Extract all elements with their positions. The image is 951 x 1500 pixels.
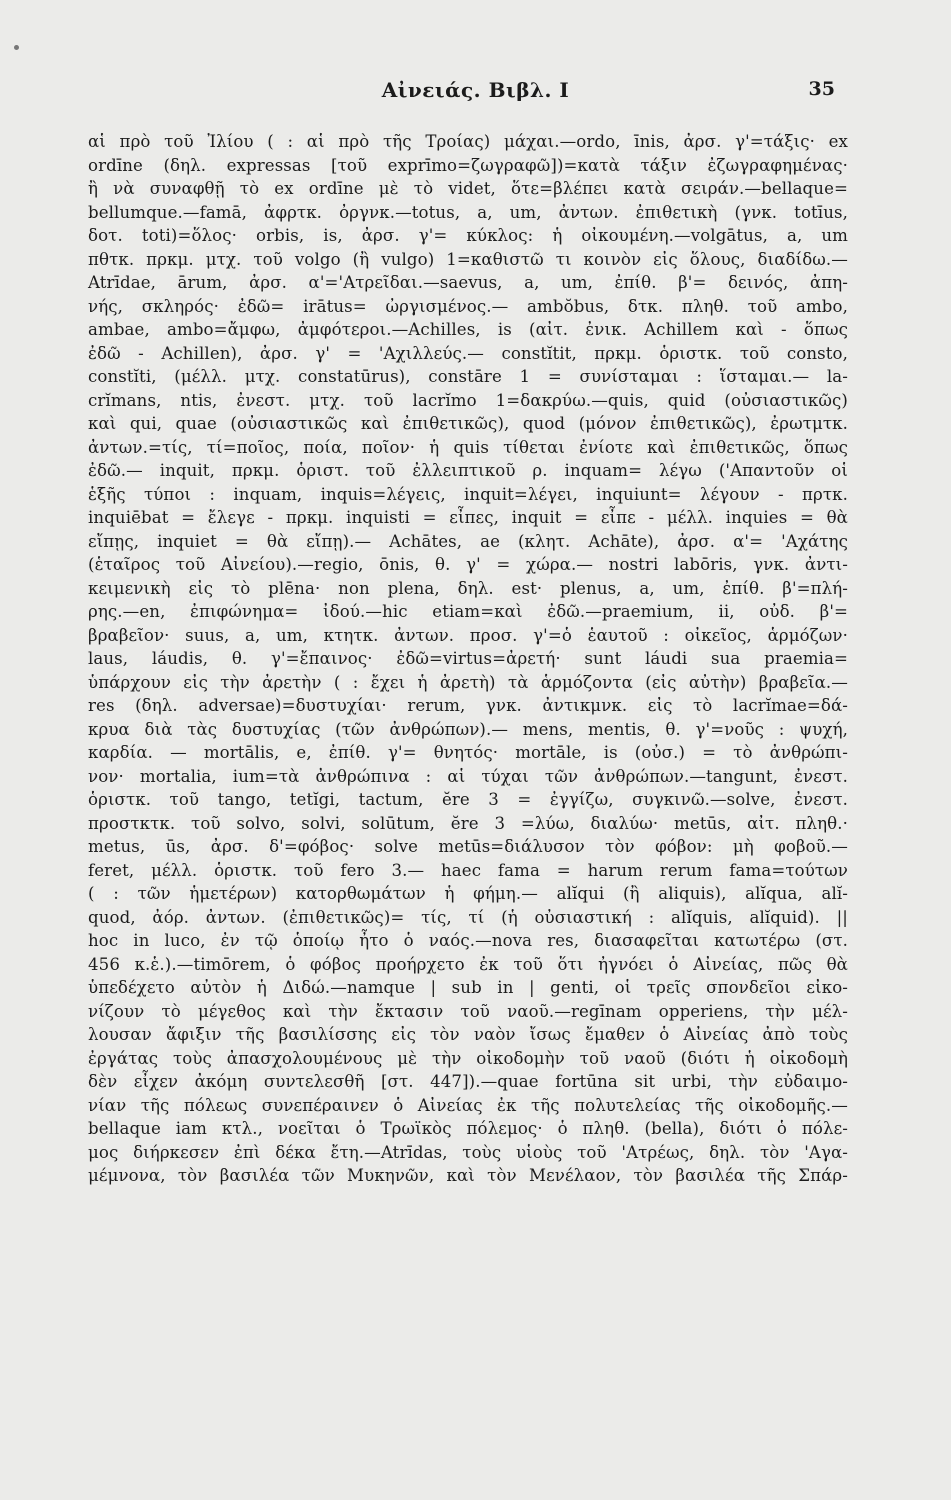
text-line: ὁριστκ. τοῦ tango, tetĭgi, tactum, ĕre 3 = ἐγγίζω, συγκινῶ.—solve, ἐνεστ. xyxy=(88,790,848,809)
text-line: νίαν τῆς πόλεως συνεπέραινεν ὁ Αἰνείας ἐκ τῆς πολυτελείας τῆς οἰκοδομῆς.— xyxy=(88,1095,848,1115)
text-line: crĭmans, ntis, ἐνεστ. μτχ. τοῦ lacrĭmo 1=δακρύω.—quis, quid (οὐσιαστικῶς) xyxy=(88,390,848,410)
text-line: inquiēbat = ἔλεγε - πρκμ. inquisti = εἶπες, inquit = εἶπε - μέλλ. inquies = θὰ xyxy=(88,508,848,527)
text-line: quod, ἀόρ. ἀντων. (ἐπιθετικῶς)= τίς, τί (ἡ οὐσιαστική : alĭquis, alĭquid). || xyxy=(88,907,848,927)
commentary-body xyxy=(88,130,848,1188)
text-line: εἴπῃς, inquiet = θὰ εἴπῃ).— Achātes, ae (κλητ. Achāte), ἀρσ. α'= 'Αχάτης xyxy=(88,531,848,551)
text-line: bellaque iam κτλ., νοεῖται ὁ Τρωϊκὸς πόλεμος· ὁ πληθ. (bella), διότι ὁ πόλε- xyxy=(88,1119,848,1138)
margin-dot xyxy=(14,45,19,50)
text-line: ἢ νὰ συναφθῇ τὸ ex ordīne μὲ τὸ videt, ὅτε=βλέπει κατὰ σειράν.—bellaque= xyxy=(88,179,848,198)
text-line: ( : τῶν ἡμετέρων) κατορθωμάτων ἡ φήμη.— alĭqui (ἢ aliquis), alĭqua, alĭ- xyxy=(88,884,848,903)
text-line: res (δηλ. adversae)=δυστυχίαι· rerum, γνκ. ἀντικμνκ. εἰς τὸ lacrĭmae=δά- xyxy=(88,696,848,715)
text-line: laus, láudis, θ. γ'=ἔπαινος· ἐδῶ=virtus=ἀρετή· sunt láudi sua praemia= xyxy=(88,649,848,668)
text-line: ἑξῆς τύποι : inquam, inquis=λέγεις, inquit=λέγει, inquiunt= λέγουν - πρτκ. xyxy=(88,484,848,504)
text-line: νον· mortalia, ium=τὰ ἀνθρώπινα : αἱ τύχαι τῶν ἀνθρώπων.—tangunt, ἐνεστ. xyxy=(88,766,848,786)
text-line: ambae, ambo=ἄμφω, ἀμφότεροι.—Achilles, is (αἰτ. ἐνικ. Achillem καὶ - ὅπως xyxy=(88,320,848,339)
text-line: νίζουν τὸ μέγεθος καὶ τὴν ἔκτασιν τοῦ ναοῦ.—regīnam opperiens, τὴν μέλ- xyxy=(88,1001,848,1021)
text-line: βραβεῖον· suus, a, um, κτητκ. ἀντων. προσ. γ'=ὁ ἑαυτοῦ : οἰκεῖος, ἁρμόζων· xyxy=(88,625,848,645)
running-head: Αἰνειάς. Βιβλ. Ι xyxy=(381,78,570,102)
text-line: πθτκ. πρκμ. μτχ. τοῦ volgo (ἢ vulgo) 1=καθιστῶ τι κοινὸν εἰς ὅλους, διαδίδω.— xyxy=(88,249,848,269)
text-line: κειμενικὴ εἰς τὸ plēna· non plena, δηλ. est· plenus, a, um, ἐπίθ. β'=πλή- xyxy=(88,578,848,598)
text-line: metus, ūs, ἀρσ. δ'=φόβος· solve metūs=διάλυσον τὸν φόβον: μὴ φοβοῦ.— xyxy=(88,837,848,856)
text-line: μέμνονα, τὸν βασιλέα τῶν Μυκηνῶν, καὶ τὸν Μενέλαον, τὸν βασιλέα τῆς Σπάρ- xyxy=(88,1166,848,1185)
text-line: ρης.—en, ἐπιφώνημα= ἰδού.—hic etiam=καὶ ἐδῶ.—praemium, ii, οὐδ. β'= xyxy=(88,602,848,621)
text-line: δὲν εἶχεν ἀκόμη συντελεσθῆ [στ. 447]).—quae fortūna sit urbi, τὴν εὐδαιμο- xyxy=(88,1072,848,1091)
text-line: feret, μέλλ. ὁριστκ. τοῦ fero 3.— haec fama = harum rerum fama=τούτων xyxy=(88,860,848,880)
text-line: constĭti, (μέλλ. μτχ. constatūrus), constāre 1 = συνίσταμαι : ἵσταμαι.— la- xyxy=(88,367,848,386)
text-line: (ἑταῖρος τοῦ Αἰνείου).—regio, ōnis, θ. γ' = χώρα.— nostri labōris, γνκ. ἀντι- xyxy=(88,555,848,574)
text-line: λουσαν ἄφιξιν τῆς βασιλίσσης εἰς τὸν ναὸν ἴσως ἔμαθεν ὁ Αἰνείας ἀπὸ τοὺς xyxy=(88,1025,848,1044)
text-line: ordīne (δηλ. expressas [τοῦ exprīmo=ζωγραφῶ])=κατὰ τάξιν ἐζωγραφημένας· xyxy=(88,155,848,175)
text-line: bellumque.—famā, ἀφρτκ. ὀργνκ.—totus, a, um, ἀντων. ἐπιθετικὴ (γνκ. totīus, xyxy=(88,202,848,222)
text-line: hoc in luco, ἐν τῷ ὁποίῳ ἦτο ὁ ναός.—nova res, διασαφεῖται κατωτέρω (στ. xyxy=(88,931,848,950)
text-line: ὑπεδέχετο αὐτὸν ἡ Διδώ.—namque | sub in | genti, οἱ τρεῖς σπονδεῖοι εἰκο- xyxy=(88,978,848,997)
text-line: καὶ qui, quae (οὐσιαστικῶς καὶ ἐπιθετικῶς), quod (μόνον ἐπιθετικῶς), ἐρωτμτκ. xyxy=(88,414,848,433)
text-line: μος διήρκεσεν ἐπὶ δέκα ἔτη.—Atrīdas, τοὺς υἱοὺς τοῦ 'Ατρέως, δηλ. τὸν 'Αγα- xyxy=(88,1142,848,1162)
page-number: 35 xyxy=(808,78,835,100)
text-line: κρυα διὰ τὰς δυστυχίας (τῶν ἀνθρώπων).— mens, mentis, θ. γ'=νοῦς : ψυχή, xyxy=(88,719,848,739)
text-line: αἱ πρὸ τοῦ Ἰλίου ( : αἱ πρὸ τῆς Τροίας) μάχαι.—ordo, īnis, ἀρσ. γ'=τάξις· ex xyxy=(88,132,848,151)
text-line: δοτ. toti)=ὅλος· orbis, is, ἀρσ. γ'= κύκλος: ἡ οἰκουμένη.—volgātus, a, um xyxy=(88,226,848,245)
text-line: ἀντων.=τίς, τί=ποῖος, ποία, ποῖον· ἡ quis τίθεται ἐνίοτε καὶ ἐπιθετικῶς, ὅπως xyxy=(88,437,848,457)
text-line: ὑπάρχουν εἰς τὴν ἀρετὴν ( : ἔχει ἡ ἀρετὴ) τὰ ἁρμόζοντα (εἰς αὐτὴν) βραβεῖα.— xyxy=(88,672,848,692)
text-line: Atrīdae, ārum, ἀρσ. α'='Ατρεῖδαι.—saevus, a, um, ἐπίθ. β'= δεινός, ἀπη- xyxy=(88,273,848,292)
text-line: καρδία. — mortālis, e, ἐπίθ. γ'= θνητός· mortāle, is (οὐσ.) = τὸ ἀνθρώπι- xyxy=(88,743,849,762)
text-line: νής, σκληρός· ἐδῶ= irātus= ὠργισμένος.— ambŏbus, δτκ. πληθ. τοῦ ambo, xyxy=(88,296,848,316)
text-line: ἐδῶ - Achillen), ἀρσ. γ' = 'Αχιλλεύς.— constĭtit, πρκμ. ὁριστκ. τοῦ consto, xyxy=(88,343,848,363)
text-line: ἐδῶ.— inquit, πρκμ. ὁριστ. τοῦ ἐλλειπτικοῦ ρ. inquam= λέγω ('Απαντοῦν οἱ xyxy=(88,461,848,480)
text-line: ἐργάτας τοὺς ἀπασχολουμένους μὲ τὴν οἰκοδομὴν τοῦ ναοῦ (διότι ἡ οἰκοδομὴ xyxy=(88,1048,848,1068)
page-header xyxy=(0,76,951,106)
text-line: 456 κ.ἑ.).—timōrem, ὁ φόβος προήρχετο ἐκ τοῦ ὅτι ἠγνόει ὁ Αἰνείας, πῶς θὰ xyxy=(88,954,848,974)
text-line: προστκτκ. τοῦ solvo, solvi, solūtum, ĕre 3 =λύω, διαλύω· metūs, αἰτ. πληθ.· xyxy=(88,813,848,833)
